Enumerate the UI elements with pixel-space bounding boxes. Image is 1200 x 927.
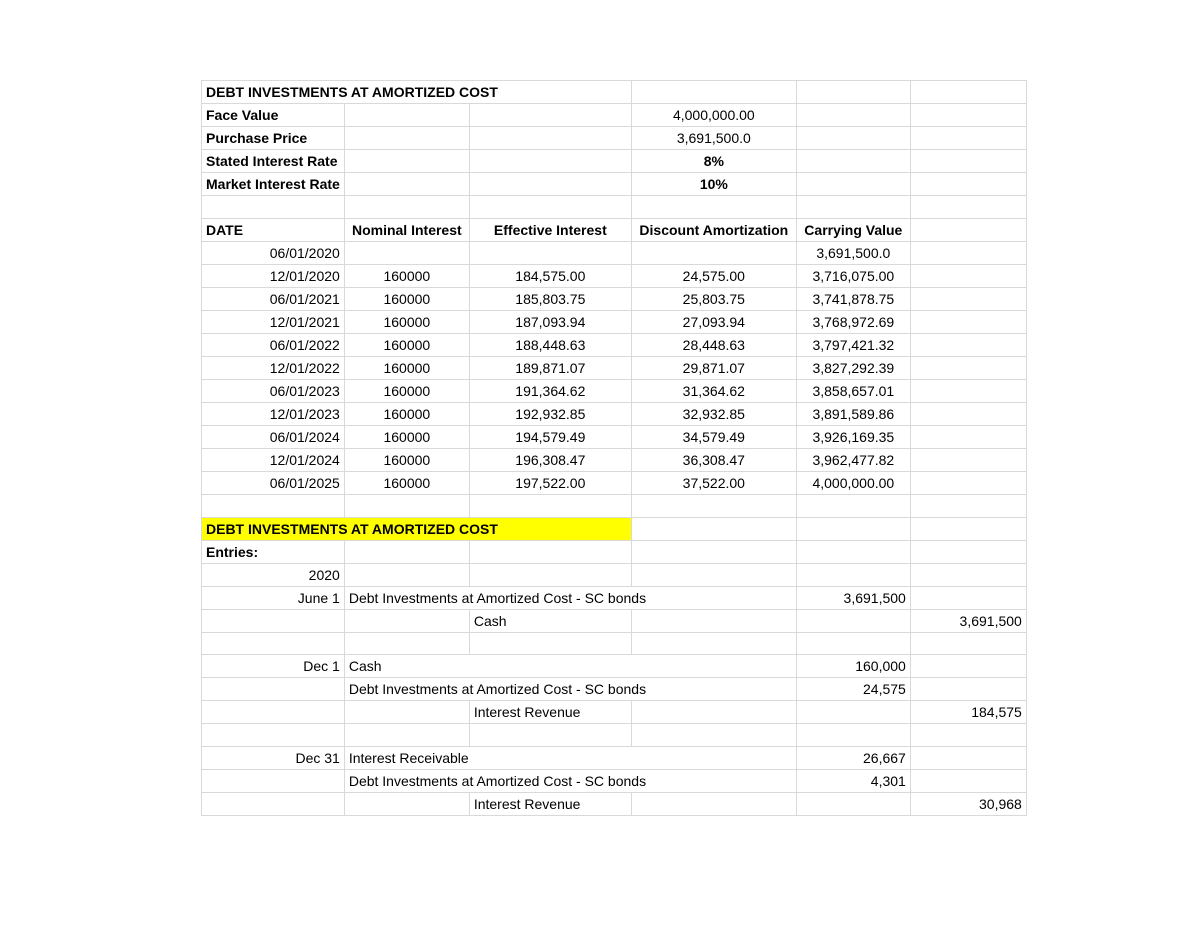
- param-row: [202, 150, 1027, 173]
- date-cell[interactable]: 06/01/2022: [202, 333, 345, 356]
- empty-cell[interactable]: [910, 150, 1026, 173]
- schedule-row: [202, 287, 1027, 310]
- discount-amortization-cell[interactable]: 27,093.94: [631, 310, 796, 333]
- empty-cell[interactable]: [910, 563, 1026, 586]
- empty-cell[interactable]: [631, 701, 796, 724]
- effective-interest-cell[interactable]: 197,522.00: [469, 471, 631, 494]
- empty-cell[interactable]: [344, 104, 469, 127]
- schedule-header-row: [202, 218, 1027, 241]
- param-value[interactable]: 3,691,500.0: [631, 127, 796, 150]
- column-header[interactable]: Nominal Interest: [344, 218, 469, 241]
- schedule-row: [202, 471, 1027, 494]
- schedule-row: [202, 241, 1027, 264]
- year-row: [202, 563, 1027, 586]
- credit-amount[interactable]: [910, 655, 1026, 678]
- entry-date[interactable]: Dec 31: [202, 747, 345, 770]
- empty-cell[interactable]: [344, 701, 469, 724]
- param-value[interactable]: 10%: [631, 173, 796, 196]
- empty-cell[interactable]: [344, 150, 469, 173]
- discount-amortization-cell[interactable]: 32,932.85: [631, 402, 796, 425]
- credit-amount[interactable]: 184,575: [910, 701, 1026, 724]
- debit-amount[interactable]: [796, 609, 910, 632]
- empty-cell[interactable]: [631, 81, 796, 104]
- empty-cell[interactable]: [202, 724, 345, 747]
- carrying-value-cell[interactable]: 3,716,075.00: [796, 264, 910, 287]
- entries-title[interactable]: DEBT INVESTMENTS AT AMORTIZED COST: [202, 517, 632, 540]
- spreadsheet-grid: [201, 80, 1027, 816]
- empty-cell[interactable]: [796, 517, 910, 540]
- empty-cell[interactable]: [202, 196, 345, 219]
- discount-amortization-cell[interactable]: 36,308.47: [631, 448, 796, 471]
- nominal-interest-cell[interactable]: 160000: [344, 356, 469, 379]
- empty-cell[interactable]: [796, 540, 910, 563]
- empty-cell[interactable]: [796, 104, 910, 127]
- param-label[interactable]: Stated Interest Rate: [202, 150, 345, 173]
- entry-date[interactable]: [202, 609, 345, 632]
- empty-cell[interactable]: [910, 517, 1026, 540]
- debit-amount[interactable]: [796, 701, 910, 724]
- empty-cell[interactable]: [344, 563, 469, 586]
- debit-amount[interactable]: 24,575: [796, 678, 910, 701]
- discount-amortization-cell[interactable]: 24,575.00: [631, 264, 796, 287]
- param-value[interactable]: 8%: [631, 150, 796, 173]
- discount-amortization-cell[interactable]: 29,871.07: [631, 356, 796, 379]
- empty-cell[interactable]: [469, 150, 631, 173]
- discount-amortization-cell[interactable]: 37,522.00: [631, 471, 796, 494]
- effective-interest-cell[interactable]: 191,364.62: [469, 379, 631, 402]
- empty-cell[interactable]: [344, 632, 469, 655]
- date-cell[interactable]: 06/01/2023: [202, 379, 345, 402]
- discount-amortization-cell[interactable]: 28,448.63: [631, 333, 796, 356]
- account-name[interactable]: Debt Investments at Amortized Cost - SC bonds: [344, 678, 796, 701]
- credit-amount[interactable]: 3,691,500: [910, 609, 1026, 632]
- discount-amortization-cell[interactable]: 25,803.75: [631, 287, 796, 310]
- entries-label[interactable]: Entries:: [202, 540, 345, 563]
- empty-cell[interactable]: [910, 379, 1026, 402]
- param-label[interactable]: Face Value: [202, 104, 345, 127]
- empty-cell[interactable]: [469, 494, 631, 517]
- nominal-interest-cell[interactable]: 160000: [344, 425, 469, 448]
- empty-cell[interactable]: [344, 494, 469, 517]
- blank-row: [202, 724, 1027, 747]
- journal-row: [202, 793, 1027, 816]
- empty-cell[interactable]: [469, 173, 631, 196]
- empty-cell[interactable]: [631, 793, 796, 816]
- carrying-value-cell[interactable]: 3,741,878.75: [796, 287, 910, 310]
- date-cell[interactable]: 06/01/2024: [202, 425, 345, 448]
- blank-row: [202, 494, 1027, 517]
- carrying-value-cell[interactable]: 3,858,657.01: [796, 379, 910, 402]
- empty-cell[interactable]: [344, 127, 469, 150]
- effective-interest-cell[interactable]: 185,803.75: [469, 287, 631, 310]
- empty-cell[interactable]: [344, 793, 469, 816]
- entry-date[interactable]: [202, 770, 345, 793]
- empty-cell[interactable]: [469, 632, 631, 655]
- entry-date[interactable]: Dec 1: [202, 655, 345, 678]
- param-row: [202, 104, 1027, 127]
- empty-cell[interactable]: [631, 563, 796, 586]
- sheet-title[interactable]: DEBT INVESTMENTS AT AMORTIZED COST: [202, 81, 632, 104]
- param-row: [202, 127, 1027, 150]
- date-cell[interactable]: 12/01/2024: [202, 448, 345, 471]
- empty-cell[interactable]: [796, 563, 910, 586]
- empty-cell[interactable]: [469, 563, 631, 586]
- carrying-value-cell[interactable]: 3,797,421.32: [796, 333, 910, 356]
- empty-cell[interactable]: [910, 356, 1026, 379]
- debit-amount[interactable]: [796, 793, 910, 816]
- empty-cell[interactable]: [796, 724, 910, 747]
- journal-row: [202, 770, 1027, 793]
- nominal-interest-cell[interactable]: 160000: [344, 402, 469, 425]
- journal-row: [202, 609, 1027, 632]
- carrying-value-cell[interactable]: 3,768,972.69: [796, 310, 910, 333]
- param-row: [202, 173, 1027, 196]
- effective-interest-cell[interactable]: 196,308.47: [469, 448, 631, 471]
- credit-amount[interactable]: 30,968: [910, 793, 1026, 816]
- entries-title-row: [202, 517, 1027, 540]
- credit-amount[interactable]: [910, 747, 1026, 770]
- empty-cell[interactable]: [631, 196, 796, 219]
- account-name[interactable]: Interest Receivable: [344, 747, 796, 770]
- empty-cell[interactable]: [469, 724, 631, 747]
- empty-cell[interactable]: [910, 471, 1026, 494]
- effective-interest-cell[interactable]: 184,575.00: [469, 264, 631, 287]
- schedule-row: [202, 402, 1027, 425]
- journal-row: [202, 586, 1027, 609]
- date-cell[interactable]: 06/01/2025: [202, 471, 345, 494]
- nominal-interest-cell[interactable]: 160000: [344, 264, 469, 287]
- empty-cell[interactable]: [344, 609, 469, 632]
- entry-date[interactable]: June 1: [202, 586, 345, 609]
- nominal-interest-cell[interactable]: 160000: [344, 379, 469, 402]
- date-cell[interactable]: 06/01/2020: [202, 241, 345, 264]
- empty-cell[interactable]: [910, 81, 1026, 104]
- account-name[interactable]: Interest Revenue: [469, 793, 631, 816]
- nominal-interest-cell[interactable]: 160000: [344, 310, 469, 333]
- account-name[interactable]: Debt Investments at Amortized Cost - SC bonds: [344, 586, 796, 609]
- title-row: [202, 81, 1027, 104]
- carrying-value-cell[interactable]: 3,891,589.86: [796, 402, 910, 425]
- empty-cell[interactable]: [469, 196, 631, 219]
- param-value[interactable]: 4,000,000.00: [631, 104, 796, 127]
- empty-cell[interactable]: [910, 287, 1026, 310]
- empty-cell[interactable]: [796, 150, 910, 173]
- column-header[interactable]: Effective Interest: [469, 218, 631, 241]
- schedule-row: [202, 356, 1027, 379]
- date-cell[interactable]: 12/01/2022: [202, 356, 345, 379]
- credit-amount[interactable]: [910, 770, 1026, 793]
- param-label[interactable]: Market Interest Rate: [202, 173, 345, 196]
- account-name[interactable]: Cash: [469, 609, 631, 632]
- carrying-value-cell[interactable]: 3,962,477.82: [796, 448, 910, 471]
- empty-cell[interactable]: [469, 540, 631, 563]
- effective-interest-cell[interactable]: [469, 241, 631, 264]
- empty-cell[interactable]: [631, 517, 796, 540]
- empty-cell[interactable]: [796, 196, 910, 219]
- nominal-interest-cell[interactable]: 160000: [344, 448, 469, 471]
- empty-cell[interactable]: [910, 724, 1026, 747]
- nominal-interest-cell[interactable]: 160000: [344, 333, 469, 356]
- empty-cell[interactable]: [631, 540, 796, 563]
- account-name[interactable]: Debt Investments at Amortized Cost - SC bonds: [344, 770, 796, 793]
- nominal-interest-cell[interactable]: [344, 241, 469, 264]
- year-cell[interactable]: 2020: [202, 563, 345, 586]
- column-header[interactable]: Discount Amortization: [631, 218, 796, 241]
- empty-cell[interactable]: [910, 241, 1026, 264]
- empty-cell[interactable]: [910, 218, 1026, 241]
- date-cell[interactable]: 12/01/2021: [202, 310, 345, 333]
- empty-cell[interactable]: [910, 540, 1026, 563]
- discount-amortization-cell[interactable]: 31,364.62: [631, 379, 796, 402]
- carrying-value-cell[interactable]: 3,827,292.39: [796, 356, 910, 379]
- debit-amount[interactable]: 3,691,500: [796, 586, 910, 609]
- blank-row: [202, 196, 1027, 219]
- empty-cell[interactable]: [910, 448, 1026, 471]
- empty-cell[interactable]: [796, 632, 910, 655]
- empty-cell[interactable]: [796, 127, 910, 150]
- credit-amount[interactable]: [910, 586, 1026, 609]
- debit-amount[interactable]: 160,000: [796, 655, 910, 678]
- empty-cell[interactable]: [796, 173, 910, 196]
- empty-cell[interactable]: [910, 310, 1026, 333]
- effective-interest-cell[interactable]: 187,093.94: [469, 310, 631, 333]
- account-name[interactable]: Interest Revenue: [469, 701, 631, 724]
- date-cell[interactable]: 12/01/2020: [202, 264, 345, 287]
- entry-date[interactable]: [202, 793, 345, 816]
- journal-row: [202, 747, 1027, 770]
- empty-cell[interactable]: [469, 127, 631, 150]
- entry-date[interactable]: [202, 678, 345, 701]
- empty-cell[interactable]: [344, 196, 469, 219]
- nominal-interest-cell[interactable]: 160000: [344, 471, 469, 494]
- blank-row: [202, 632, 1027, 655]
- empty-cell[interactable]: [631, 609, 796, 632]
- empty-cell[interactable]: [202, 632, 345, 655]
- empty-cell[interactable]: [469, 104, 631, 127]
- param-label[interactable]: Purchase Price: [202, 127, 345, 150]
- empty-cell[interactable]: [796, 81, 910, 104]
- empty-cell[interactable]: [796, 494, 910, 517]
- effective-interest-cell[interactable]: 188,448.63: [469, 333, 631, 356]
- effective-interest-cell[interactable]: 192,932.85: [469, 402, 631, 425]
- effective-interest-cell[interactable]: 189,871.07: [469, 356, 631, 379]
- empty-cell[interactable]: [910, 425, 1026, 448]
- schedule-row: [202, 425, 1027, 448]
- empty-cell[interactable]: [910, 402, 1026, 425]
- schedule-row: [202, 310, 1027, 333]
- effective-interest-cell[interactable]: 194,579.49: [469, 425, 631, 448]
- empty-cell[interactable]: [910, 333, 1026, 356]
- journal-row: [202, 678, 1027, 701]
- empty-cell[interactable]: [910, 196, 1026, 219]
- nominal-interest-cell[interactable]: 160000: [344, 287, 469, 310]
- date-cell[interactable]: 06/01/2021: [202, 287, 345, 310]
- entry-date[interactable]: [202, 701, 345, 724]
- account-name[interactable]: Cash: [344, 655, 796, 678]
- column-header[interactable]: DATE: [202, 218, 345, 241]
- date-cell[interactable]: 12/01/2023: [202, 402, 345, 425]
- entries-label-row: [202, 540, 1027, 563]
- journal-row: [202, 701, 1027, 724]
- empty-cell[interactable]: [344, 724, 469, 747]
- empty-cell[interactable]: [631, 494, 796, 517]
- empty-cell[interactable]: [910, 632, 1026, 655]
- schedule-row: [202, 379, 1027, 402]
- schedule-row: [202, 448, 1027, 471]
- discount-amortization-cell[interactable]: 34,579.49: [631, 425, 796, 448]
- empty-cell[interactable]: [202, 494, 345, 517]
- discount-amortization-cell[interactable]: [631, 241, 796, 264]
- empty-cell[interactable]: [910, 127, 1026, 150]
- carrying-value-cell[interactable]: 3,926,169.35: [796, 425, 910, 448]
- schedule-row: [202, 264, 1027, 287]
- empty-cell[interactable]: [344, 540, 469, 563]
- empty-cell[interactable]: [631, 724, 796, 747]
- empty-cell[interactable]: [344, 173, 469, 196]
- column-header[interactable]: Carrying Value: [796, 218, 910, 241]
- empty-cell[interactable]: [910, 173, 1026, 196]
- carrying-value-cell[interactable]: 3,691,500.0: [796, 241, 910, 264]
- carrying-value-cell[interactable]: 4,000,000.00: [796, 471, 910, 494]
- schedule-row: [202, 333, 1027, 356]
- credit-amount[interactable]: [910, 678, 1026, 701]
- empty-cell[interactable]: [910, 264, 1026, 287]
- debit-amount[interactable]: 26,667: [796, 747, 910, 770]
- empty-cell[interactable]: [910, 104, 1026, 127]
- empty-cell[interactable]: [910, 494, 1026, 517]
- journal-row: [202, 655, 1027, 678]
- empty-cell[interactable]: [631, 632, 796, 655]
- debit-amount[interactable]: 4,301: [796, 770, 910, 793]
